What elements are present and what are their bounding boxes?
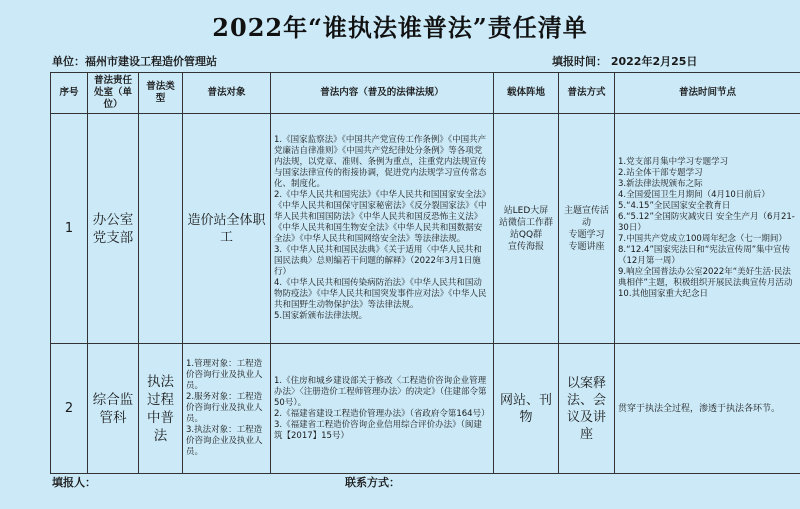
row-time: 贯穿于执法全过程，渗透于执法各环节。 — [615, 344, 800, 474]
row-method: 以案释法、会议及讲座 — [559, 344, 615, 474]
row-target: 造价站全体职工 — [183, 114, 271, 344]
row-dept: 综合监 管科 — [88, 344, 139, 474]
row-method: 主题宣传活动 专题学习 专题讲座 — [559, 114, 615, 344]
header-cell-target: 普法对象 — [183, 73, 271, 114]
header-cell-method: 普法方式 — [559, 73, 615, 114]
header-row — [51, 73, 800, 114]
filler-label: 填报人： — [52, 476, 96, 489]
unit-label: 单位：福州市建设工程造价管理站 — [52, 55, 217, 68]
row-carrier: 站LED大屏 站微信工作群 站QQ群 宣传海报 — [494, 114, 559, 344]
row-carrier: 网站、刊物 — [494, 344, 559, 474]
row-target: 1.管理对象：工程造价咨询行业及执业人员。 2.服务对象：工程造价咨询行业及执业人员。 3.执法对象：工程造价咨询企业及执业人员。 — [183, 344, 271, 474]
header-cell-type: 普法类型 — [139, 73, 183, 114]
row-no: 1 — [51, 114, 88, 344]
table-row — [51, 344, 800, 474]
responsibility-table — [50, 72, 800, 474]
row-content: 1.《住房和城乡建设部关于修改〈工程造价咨询企业管理办法〉〈注册造价工程师管理办法〉的决定》（住建部令第50号）。 2.《福建省建设工程造价管理办法》（省政府令第164号） 3.《福建省工程造价咨询企业信用综合评价办法》（闽建筑【2017】15号） — [271, 344, 494, 474]
row-time: 1.党支部月集中学习专题学习 2.站全体干部专题学习 3.新法律法规颁布之际 4.全国爱国卫生月期间（4月10日前后） 5.“4.15”全民国家安全教育日 6.“5.12”全国防灾减灾日 安全生产月（6月21-30日） 7.中国共产党成立100周年纪念（七一期间） 8.“12.4”国家宪法日和“宪法宣传周”集中宣传（12月第一周） 9.响应全国普法办公室2022年“美好生活·民法典相伴”主题，积极组织开展民法典宣传月活动 10.其他国家重大纪念日 — [615, 114, 800, 344]
header-cell-dept: 普法责任处室（单位） — [88, 73, 139, 114]
row-dept: 办公室 党支部 — [88, 114, 139, 344]
header-cell-carrier: 载体阵地 — [494, 73, 559, 114]
fill-date-label: 填报时间： 2022年2月25日 — [552, 55, 698, 68]
page-title: 2022年“谁执法谁普法”责任清单 — [212, 13, 588, 42]
row-no: 2 — [51, 344, 88, 474]
table-row — [51, 114, 800, 344]
row-type — [139, 114, 183, 344]
row-type: 执法过程中普法 — [139, 344, 183, 474]
header-cell-content: 普法内容（普及的法律法规） — [271, 73, 494, 114]
row-content: 1.《国家监察法》《中国共产党宣传工作条例》《中国共产党廉洁自律准则》《中国共产党纪律处分条例》等各项党内法规，以党章、准则、条例为重点，注重党内法规宣传与国家法律宣传的衔接协调，促进党内法规学习宣传常态化、制度化。 2.《中华人民共和国宪法》《中华人民共和国国家安全法》《中华人民共和国保守国家秘密法》《反分裂国家法》《中华人民共和国国防法》《中华人民共和国反恐怖主义法》《中华人民共和国生物安全法》《中华人民共和国数据安全法》《中华人民共和国网络安全法》等法律法规。 3.《中华人民共和国民法典》《关于适用〈中华人民共和国民法典〉总则编若干问题的解释》（2022年3月1日施行） 4.《中华人民共和国传染病防治法》《中华人民共和国动物防疫法》《中华人民共和国突发事件应对法》《中华人民共和国野生动物保护法》等法律法规。 5.国家新颁布法律法规。 — [271, 114, 494, 344]
header-cell-time: 普法时间节点 — [615, 73, 800, 114]
header-cell-no: 序号 — [51, 73, 88, 114]
contact-label: 联系方式： — [345, 476, 400, 489]
